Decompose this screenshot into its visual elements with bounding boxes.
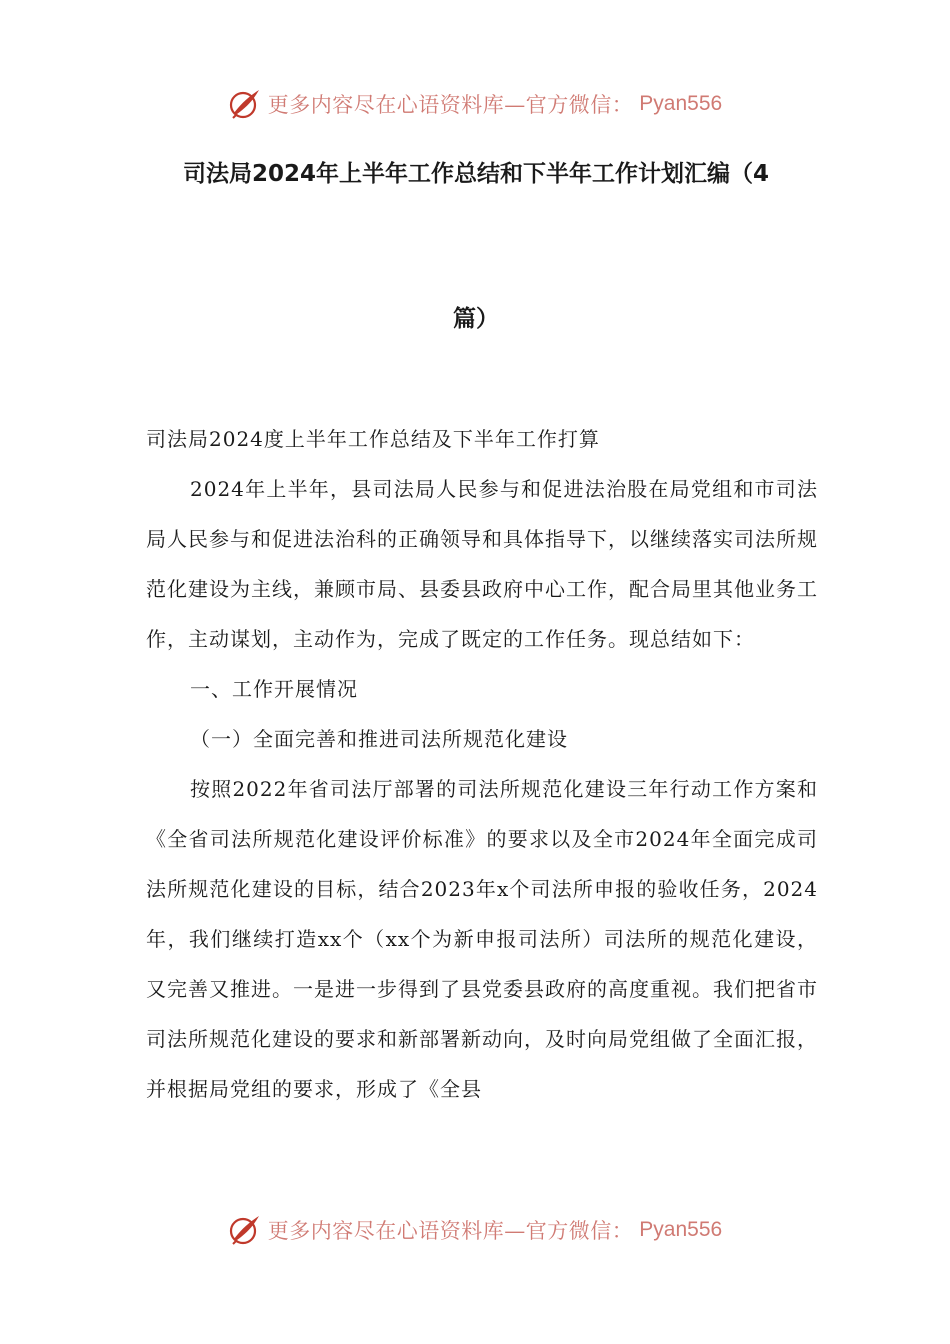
document-title-line1: 司法局2024年上半年工作总结和下半年工作计划汇编（4 xyxy=(182,161,770,187)
section-heading: 司法局2024度上半年工作总结及下半年工作打算 xyxy=(146,427,600,451)
watermark-text: 更多内容尽在心语资料库—官方微信： xyxy=(267,93,634,117)
subsection-heading: （一）全面完善和推进司法所规范化建设 xyxy=(190,727,568,751)
watermark-wechat-id: Pyan556 xyxy=(639,1218,723,1241)
document-body xyxy=(146,414,818,1114)
paragraph: 2024年上半年，县司法局人民参与和促进法治股在局党组和市司法局人民参与和促进法治科的正确领导和具体指导下，以继续落实司法所规范化建设为主线，兼顾市局、县委县政府中心工作，配合局里其他业务工作，主动谋划，主动作为，完成了既定的工作任务。现总结如下： xyxy=(146,477,818,651)
watermark-wechat-id: Pyan556 xyxy=(639,92,723,115)
document-title-line2: 篇） xyxy=(453,306,499,332)
quill-logo-icon xyxy=(228,87,262,121)
watermark-top xyxy=(0,84,950,124)
watermark-text: 更多内容尽在心语资料库—官方微信： xyxy=(267,1219,634,1243)
paragraph: 按照2022年省司法厅部署的司法所规范化建设三年行动工作方案和《全省司法所规范化建设评价标准》的要求以及全市2024年全面完成司法所规范化建设的目标，结合2023年x个司法所申报的验收任务，2024年，我们继续打造xx个（xx个为新申报司法所）司法所的规范化建设，又完善又推进。一是进一步得到了县党委县政府的高度重视。我们把省市司法所规范化建设的要求和新部署新动向，及时向局党组做了全面汇报，并根据局党组的要求，形成了《全县 xyxy=(146,777,818,1101)
watermark-bottom xyxy=(0,1210,950,1250)
quill-logo-icon xyxy=(228,1213,262,1247)
section-heading: 一、工作开展情况 xyxy=(190,677,358,701)
